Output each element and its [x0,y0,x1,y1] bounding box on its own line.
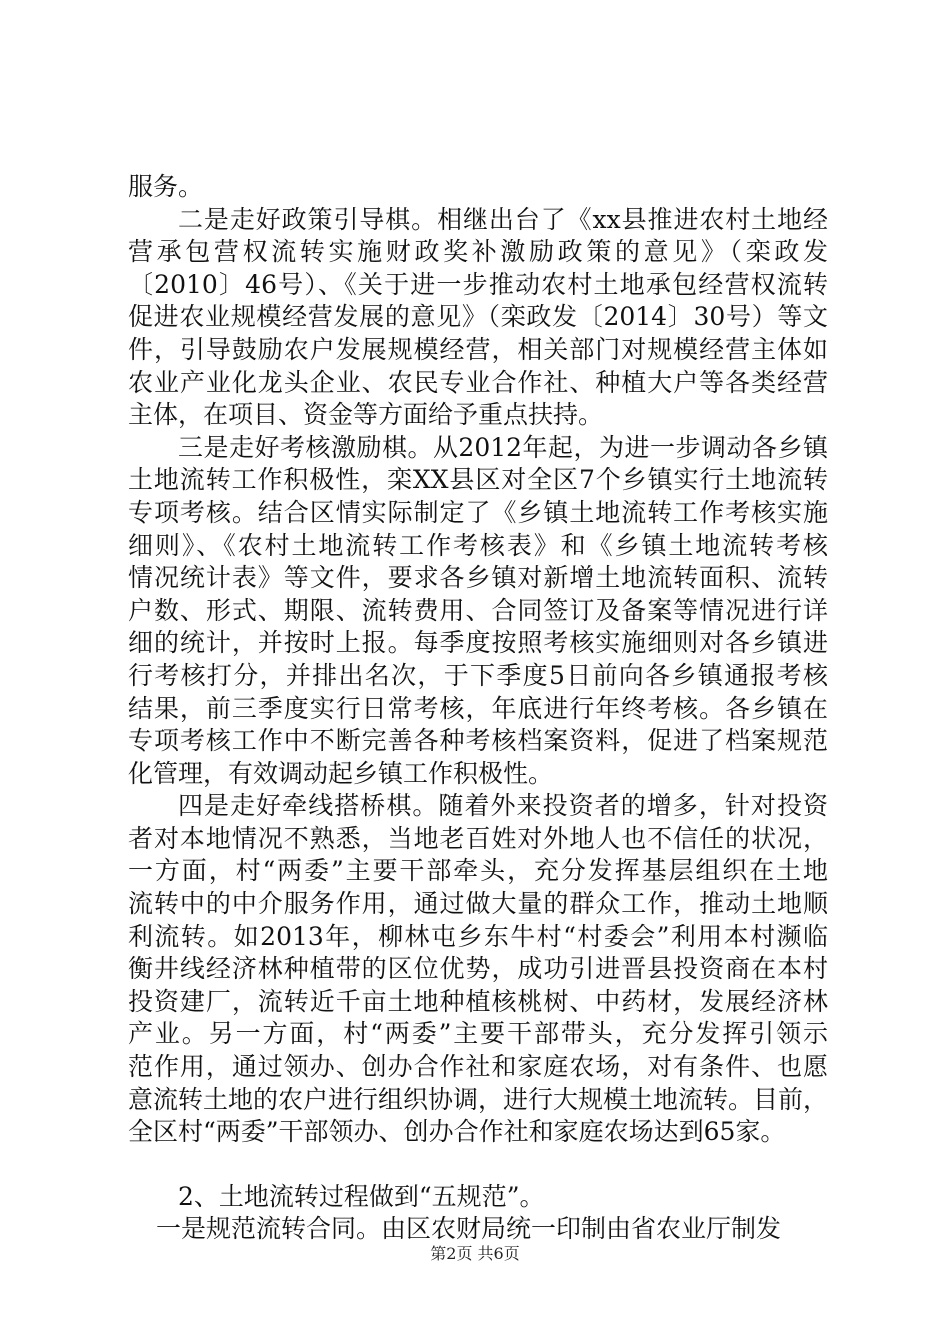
paragraph-lines [128,171,828,1149]
text-line: 服务。 [128,172,204,201]
text-line: 二是走好政策引导棋。相继出台了《xx县推进农村土地经 [178,204,828,234]
text-line: 投资建厂，流转近千亩土地种植核桃树、中药材，发展经济林 [128,986,828,1016]
text-line: 农业产业化龙头企业、农民专业合作社、种植大户等各类经营 [128,367,828,397]
text-line: 利流转。如2013年，柳林屯乡东牛村“村委会”利用本村濒临 [128,921,828,951]
text-line: 四是走好牵线搭桥棋。随着外来投资者的增多，针对投资 [178,791,828,821]
text-line: 范作用，通过领办、创办合作社和家庭农场，对有条件、也愿 [128,1052,828,1082]
text-line: 意流转土地的农户进行组织协调，进行大规模土地流转。目前， [128,1084,828,1114]
text-line: 细的统计，并按时上报。每季度按照考核实施细则对各乡镇进 [128,628,828,658]
text-line: 细则》、《农村土地流转工作考核表》和《乡镇土地流转考核 [128,530,828,560]
document-body [128,171,828,1246]
text-line: 化管理，有效调动起乡镇工作积极性。 [128,758,554,788]
page-number-footer: 第2页 共6页 [430,1244,520,1263]
text-line: 者对本地情况不熟悉，当地老百姓对外地人也不信任的状况， [128,823,828,853]
text-line: 户数、形式、期限、流转费用、合同签订及备案等情况进行详 [128,595,828,625]
text-line: 营承包营权流转实施财政奖补激励政策的意见》（栾政发 [128,237,828,267]
section-first-line: 一是规范流转合同。由区农财局统一印制由省农业厅制发 [156,1214,782,1244]
text-line: 结果，前三季度实行日常考核，年底进行年终考核。各乡镇在 [128,693,828,723]
text-line: 衡井线经济林种植带的区位优势，成功引进晋县投资商在本村 [128,954,828,984]
text-line: 主体，在项目、资金等方面给予重点扶持。 [128,400,604,430]
text-line: 促进农业规模经营发展的意见》（栾政发〔2014〕30号）等文 [128,302,828,332]
text-line: 情况统计表》等文件，要求各乡镇对新增土地流转面积、流转 [128,563,828,593]
text-line: 专项考核。结合区情实际制定了《乡镇土地流转工作考核实施 [128,497,828,527]
section-heading: 2、土地流转过程做到“五规范”。 [178,1181,545,1211]
text-line: 〔2010〕46号）、《关于进一步推动农村土地承包经营权流转 [128,269,828,299]
text-line: 产业。另一方面，村“两委”主要干部带头，充分发挥引领示 [128,1019,828,1049]
text-line: 土地流转工作积极性，栾XX县区对全区7个乡镇实行土地流转 [128,465,828,495]
text-line: 三是走好考核激励棋。从2012年起，为进一步调动各乡镇 [178,432,828,462]
text-line: 一方面，村“两委”主要干部牵头，充分发挥基层组织在土地 [128,856,828,886]
text-line: 全区村“两委”干部领办、创办合作社和家庭农场达到65家。 [128,1117,786,1147]
text-line: 流转中的中介服务作用，通过做大量的群众工作，推动土地顺 [128,889,828,919]
text-line: 件，引导鼓励农户发展规模经营，相关部门对规模经营主体如 [128,334,828,364]
text-line: 专项考核工作中不断完善各种考核档案资料，促进了档案规范 [128,726,828,756]
section-gap [128,1149,828,1181]
text-line: 行考核打分，并排出名次，于下季度5日前向各乡镇通报考核 [128,660,828,690]
